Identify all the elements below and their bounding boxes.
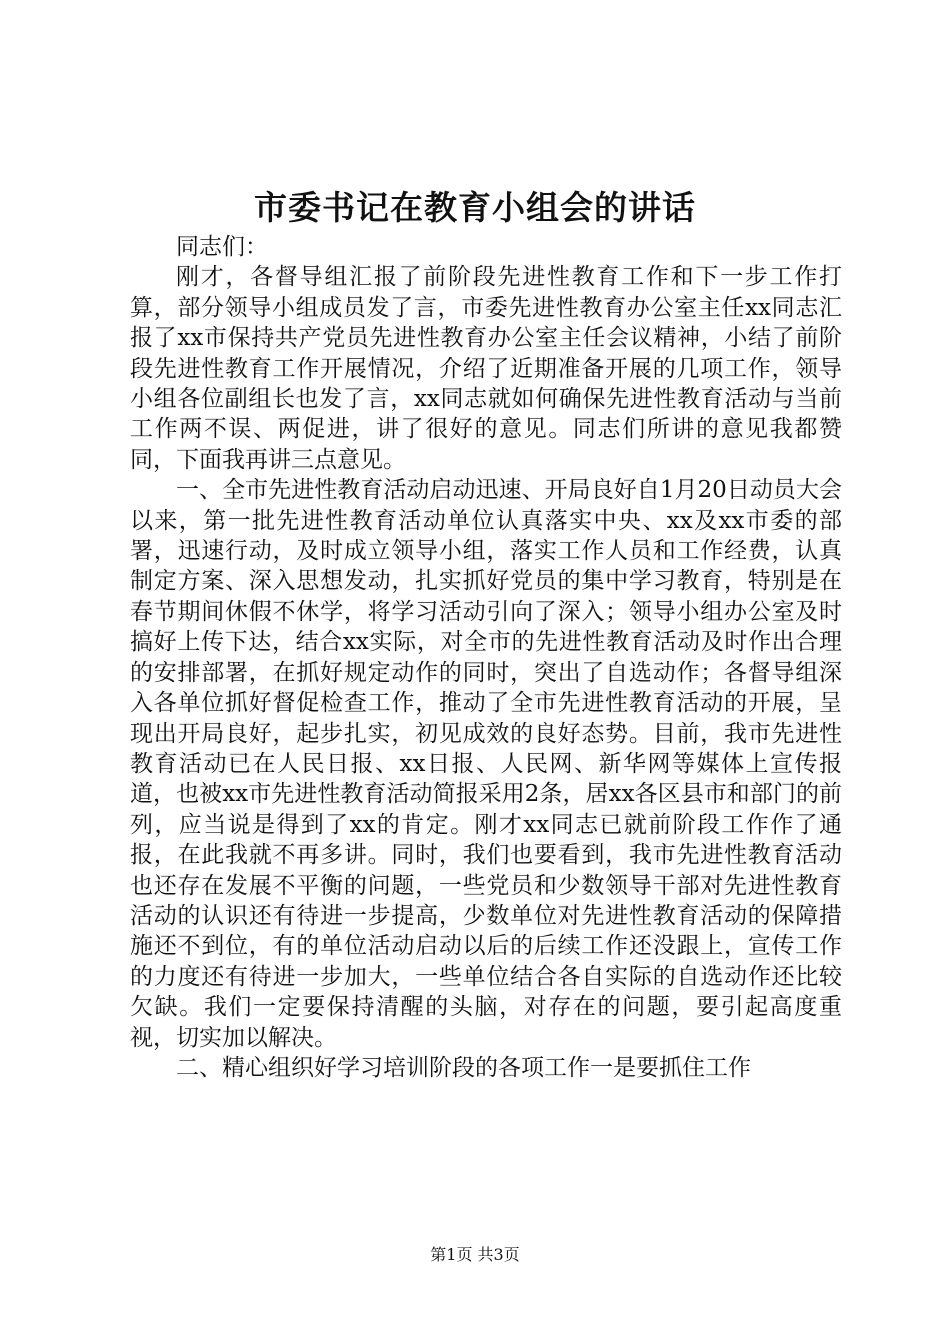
- salutation: 同志们：: [176, 234, 268, 260]
- paragraph-section-2: 二、精心组织好学习培训阶段的各项工作一是要抓住工作: [176, 1054, 751, 1081]
- document-title: 市委书记在教育小组会的讲话: [254, 188, 696, 227]
- paragraph-intro: 刚才，各督导组汇报了前阶段先进性教育工作和下一步工作打算，部分领导小组成员发了言，市委先进性教育办公室主任xx同志汇报了xx市保持共产党员先进性教育办公室主任会议精神，小结了前阶段先进性教育工作开展情况，介绍了近期准备开展的几项工作，领导小组各位副组长也发了言，xx同志就如何确保先进性教育活动与当前工作两不误、两促进，讲了很好的意见。同志们所讲的意见我都赞同，下面我再讲三点意见。: [130, 264, 842, 473]
- page-footer: 第1页 共3页: [430, 1245, 520, 1264]
- paragraph-section-1: 一、全市先进性教育活动启动迅速、开局良好自1月20日动员大会以来，第一批先进性教育活动单位认真落实中央、xx及xx市委的部署，迅速行动，及时成立领导小组，落实工作人员和工作经费，认真制定方案、深入思想发动，扎实抓好党员的集中学习教育，特别是在春节期间休假不休学，将学习活动引向了深入；领导小组办公室及时搞好上传下达，结合xx实际，对全市的先进性教育活动及时作出合理的安排部署，在抓好规定动作的同时，突出了自选动作；各督导组深入各单位抓好督促检查工作，推动了全市先进性教育活动的开展，呈现出开局良好，起步扎实，初见成效的良好态势。目前，我市先进性教育活动已在人民日报、xx日报、人民网、新华网等媒体上宣传报道，也被xx市先进性教育活动简报采用2条，居xx各区县市和部门的前列，应当说是得到了xx的肯定。刚才xx同志已就前阶段工作作了通报，在此我就不再多讲。同时，我们也要看到，我市先进性教育活动也还存在发展不平衡的问题，一些党员和少数领导干部对先进性教育活动的认识还有待进一步提高，少数单位对先进性教育活动的保障措施还不到位，有的单位活动启动以后的后续工作还没跟上，宣传工作的力度还有待进一步加大，一些单位结合各自实际的自选动作还比较欠缺。我们一定要保持清醒的头脑，对存在的问题，要引起高度重视，切实加以解决。: [130, 477, 842, 1051]
- document-body: [130, 232, 842, 1083]
